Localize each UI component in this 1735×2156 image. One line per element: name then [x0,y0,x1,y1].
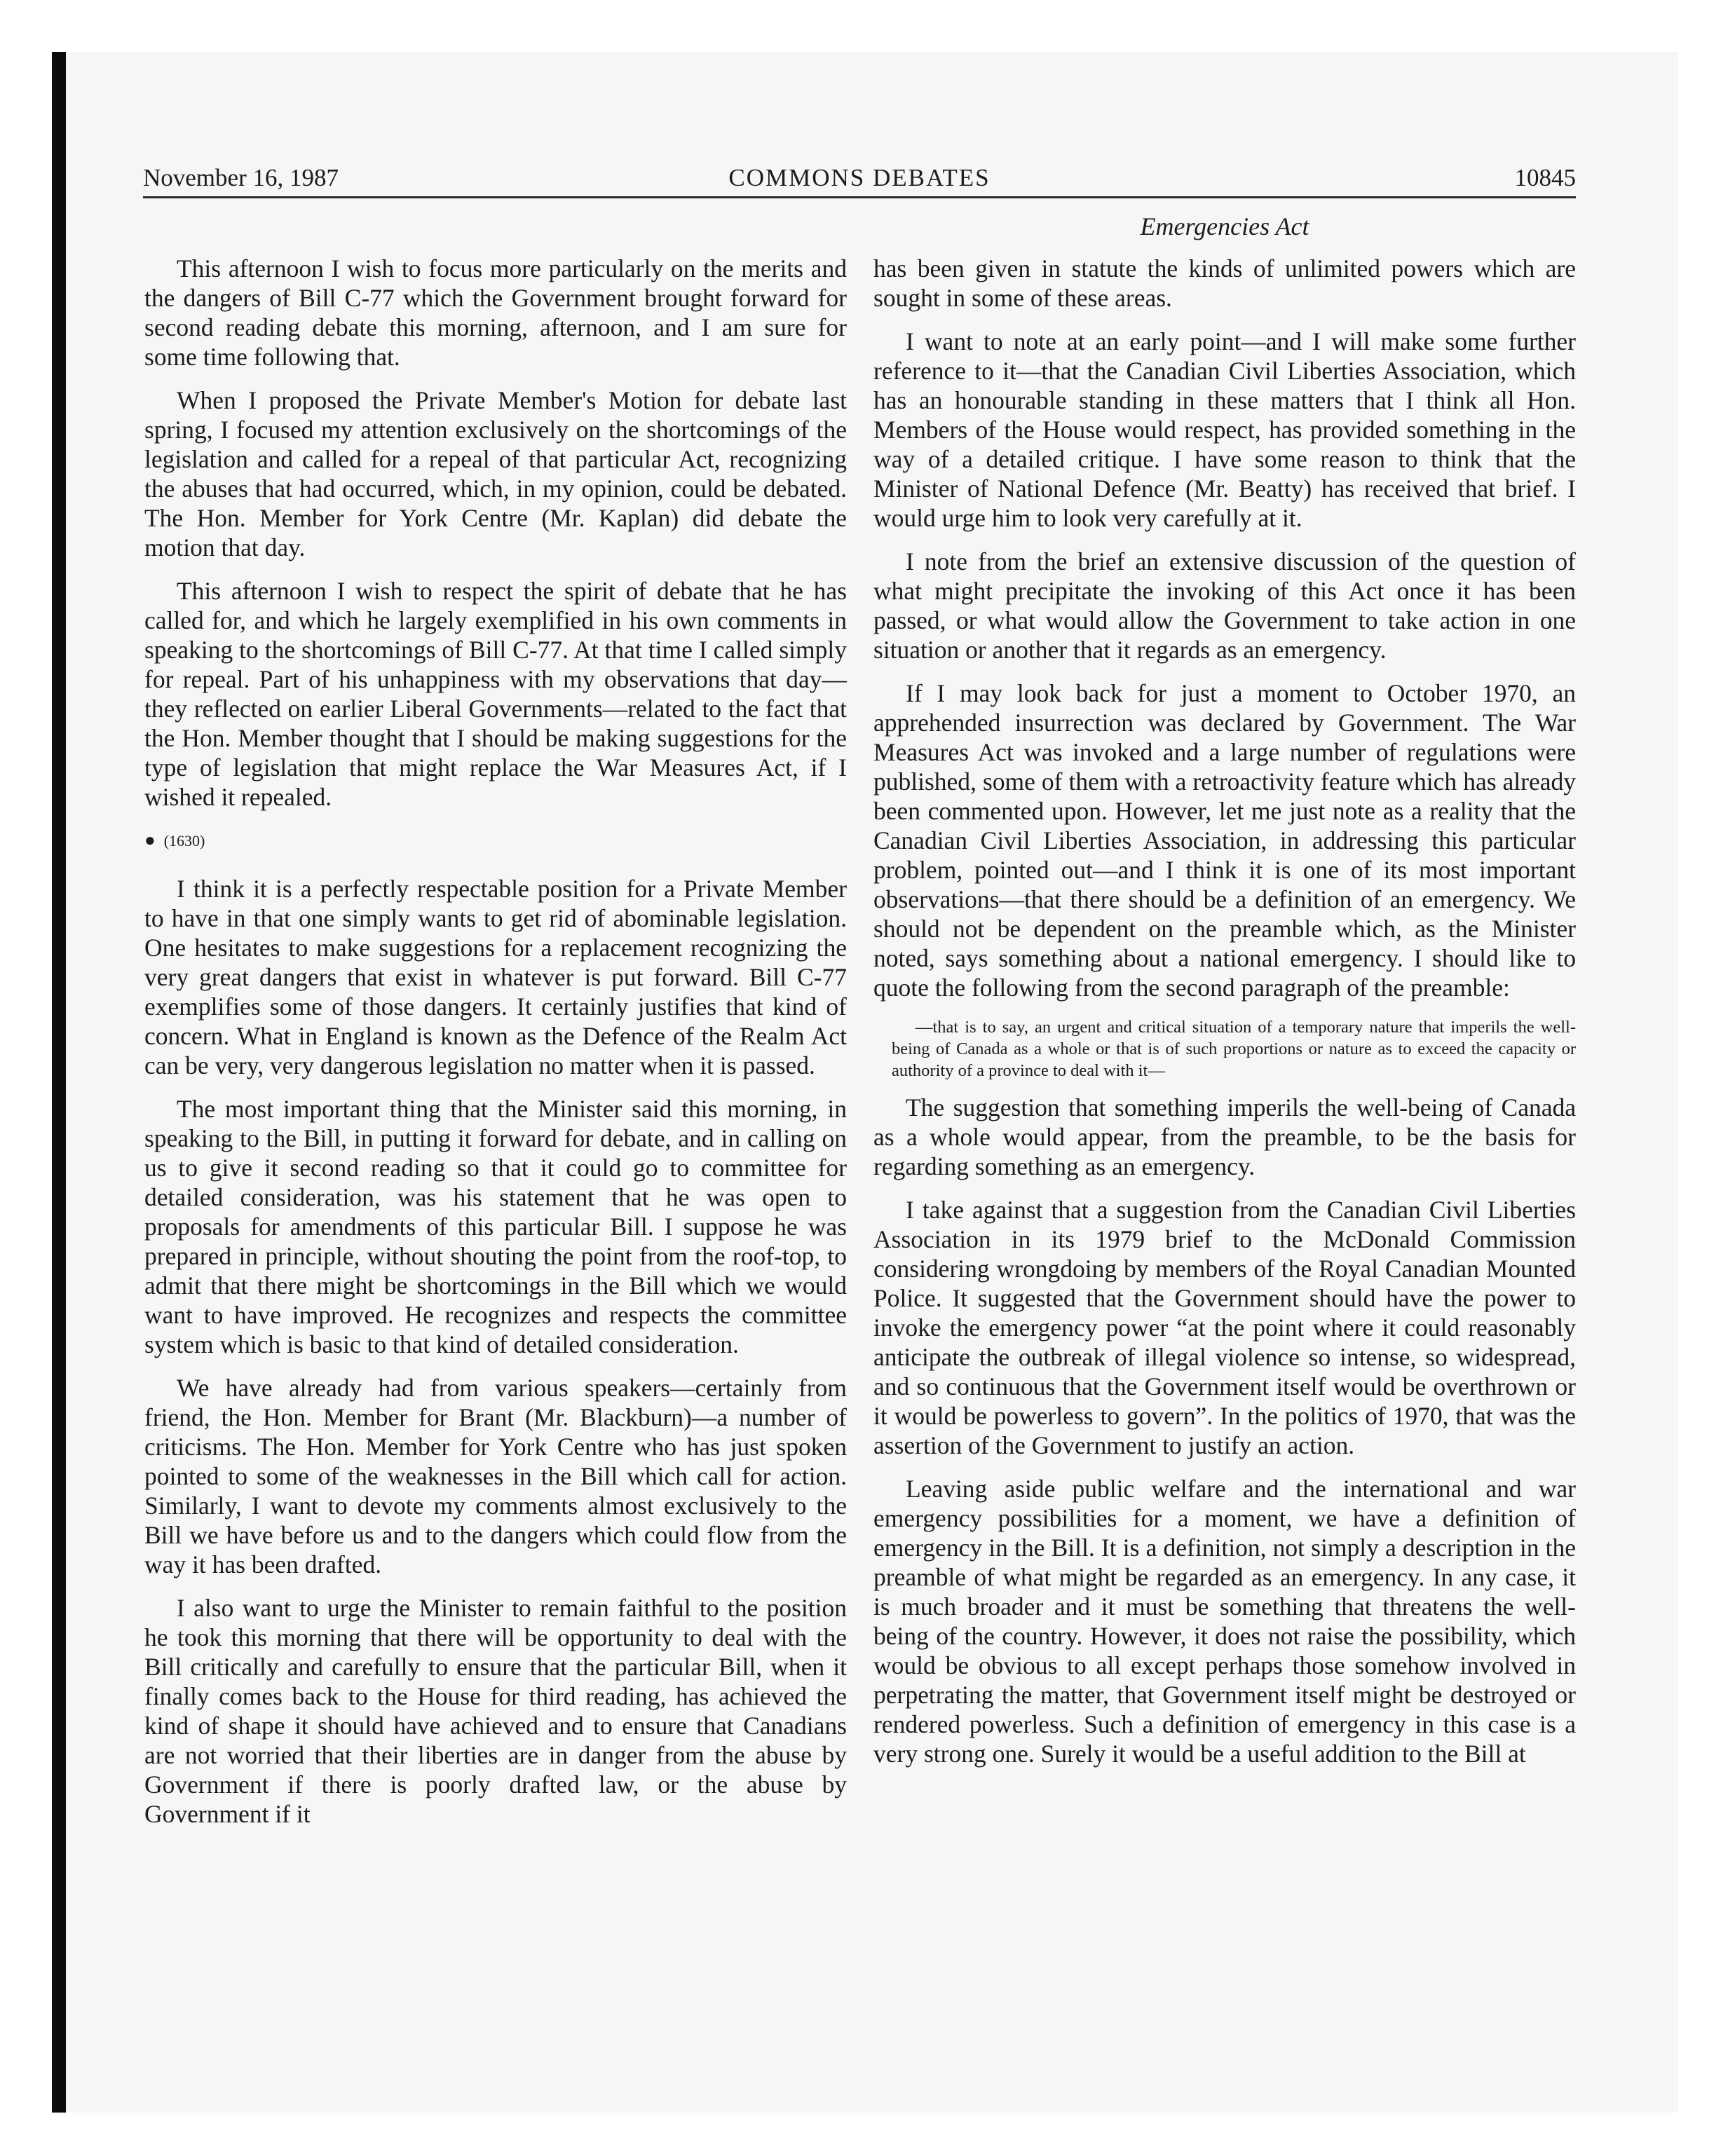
paragraph: I want to note at an early point—and I will make some further reference to it—that the Canadian Civil Liberties Association, which has an honourable standing in these matters that I think all Hon. Members of the House would respect, has provided something in the way of a detailed critique. I have some reason to think that the Minister of National Defence (Mr. Beatty) has received that brief. I would urge him to look very carefully at it. [873,327,1576,532]
paragraph: Leaving aside public welfare and the international and war emergency possibilities for a moment, we have a definition of emergency in the Bill. It is a definition, not simply a description in the preamble of what might be regarded as an emergency. In any case, it is much broader and it must be something that threatens the well-being of the country. However, it does not raise the possibility, which would be obvious to all except perhaps those somehow involved in perpetrating the matter, that Government itself might be destroyed or rendered powerless. Such a definition of emergency in this case is a very strong one. Surely it would be a useful addition to the Bill at [873,1475,1576,1768]
paragraph: I take against that a suggestion from the Canadian Civil Liberties Association in its 1979 brief to the McDonald Commission considering wrongdoing by members of the Royal Canadian Mounted Police. It suggested that the Government should have the power to invoke the emergency power “at the point where it could reasonably anticipate the outbreak of illegal violence so intense, so widespread, and so continuous that the Government itself would be overthrown or it would be powerless to govern”. In the politics of 1970, that was the assertion of the Government to justify an action. [873,1196,1576,1459]
time-marker-label: (1630) [163,832,205,850]
section-title: Emergencies Act [1140,212,1309,240]
header-date: November 16, 1987 [143,164,339,191]
paragraph-continuation: has been given in statute the kinds of unlimited powers which are sought in some of these areas. [873,254,1576,312]
paragraph: I also want to urge the Minister to remain faithful to the position he took this morning that there will be opportunity to deal with the Bill critically and carefully to ensure that the particular Bill, when it finally comes back to the House for third reading, has achieved the kind of shape it should have achieved and to ensure that Canadians are not worried that their liberties are in danger from the abuse by Government if there is poorly drafted law, or the abuse by Government if it [144,1594,847,1828]
header-page-number: 10845 [1514,164,1576,191]
bullet-icon: ● [144,830,156,850]
page-header [143,160,1576,198]
right-column [873,254,1576,1782]
header-publication: COMMONS DEBATES [728,164,991,191]
block-quote: —that is to say, an urgent and critical situation of a temporary nature that imperils the well-being of Canada as a whole or that is of such proportions or nature as to exceed the capacity or authority of a province to deal with it— [892,1018,1576,1080]
paragraph: I note from the brief an extensive discussion of the question of what might precipitate the invoking of this Act once it has been passed, or what would allow the Government to take action in one situation or another that it regards as an emergency. [873,547,1576,664]
paragraph: This afternoon I wish to respect the spirit of debate that he has called for, and which he largely exemplified in his own comments in speaking to the shortcomings of Bill C-77. At that time I called simply for repeal. Part of his unhappiness with my observations that day—they reflected on earlier Liberal Governments—related to the fact that the Hon. Member thought that I should be making suggestions for the type of legislation that might replace the War Measures Act, if I wished it repealed. [144,577,847,811]
paragraph: If I may look back for just a moment to October 1970, an apprehended insurrection was declared by Government. The War Measures Act was invoked and a large number of regulations were published, some of them with a retroactivity feature which has already been commented upon. However, let me just note as a reality that the Canadian Civil Liberties Association, in addressing this particular problem, pointed out—and I think it is one of its most important observations—that there should be a definition of an emergency. We should not be dependent on the preamble which, as the Minister noted, says something about a national emergency. I should like to quote the following from the second paragraph of the preamble: [873,679,1576,1002]
paragraph: The most important thing that the Minister said this morning, in speaking to the Bill, in putting it forward for debate, and in calling on us to give it second reading so that it could go to committee for detailed consideration, was his statement that he was open to proposals for amendments of this particular Bill. I suppose he was prepared in principle, without shouting the point from the roof-top, to admit that there might be shortcomings in the Bill which we would want to have improved. He recognizes and respects the committee system which is basic to that kind of detailed consideration. [144,1095,847,1358]
paragraph: We have already had from various speakers—certainly from friend, the Hon. Member for Brant (Mr. Blackburn)—a number of criticisms. The Hon. Member for York Centre who has just spoken pointed to some of the weaknesses in the Bill which call for action. Similarly, I want to devote my comments almost exclusively to the Bill we have before us and to the dangers which could flow from the way it has been drafted. [144,1374,847,1578]
paragraph: When I proposed the Private Member's Motion for debate last spring, I focused my attention exclusively on the shortcomings of the legislation and called for a repeal of that particular Act, recognizing the abuses that had occurred, which, in my opinion, could be debated. The Hon. Member for York Centre (Mr. Kaplan) did debate the motion that day. [144,386,847,561]
time-marker [144,826,847,856]
paragraph: This afternoon I wish to focus more particularly on the merits and the dangers of Bill C-77 which the Government brought forward for second reading debate this morning, afternoon, and I am sure for some time following that. [144,254,847,371]
scan-edge-shadow [52,52,66,2113]
paragraph: The suggestion that something imperils the well-being of Canada as a whole would appear, from the preamble, to be the basis for regarding something as an emergency. [873,1093,1576,1180]
paragraph: I think it is a perfectly respectable position for a Private Member to have in that one simply wants to get rid of abominable legislation. One hesitates to make suggestions for a replacement recognizing the very great dangers that exist in whatever is put forward. Bill C-77 exemplifies some of those dangers. It certainly justifies that kind of concern. What in England is known as the Defence of the Realm Act can be very, very dangerous legislation no matter when it is passed. [144,875,847,1079]
left-column [144,254,847,1843]
